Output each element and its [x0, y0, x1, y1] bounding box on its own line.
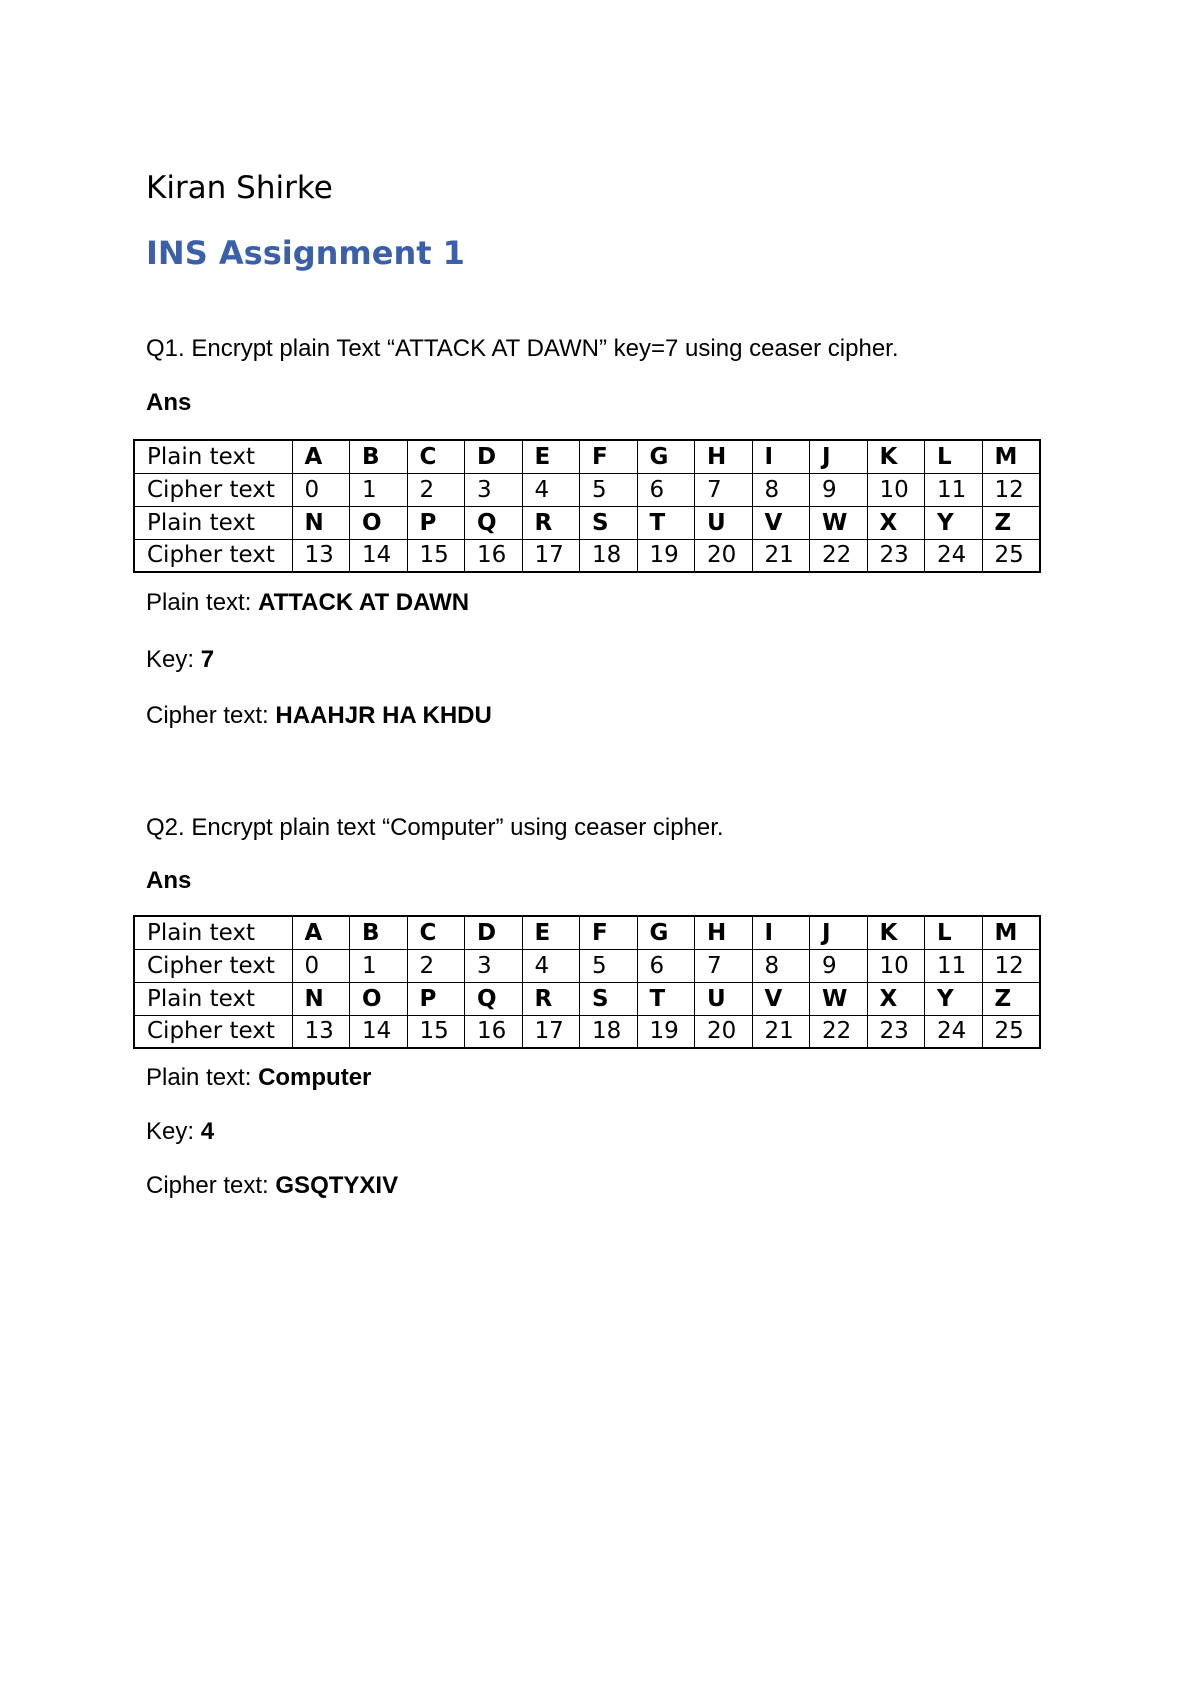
cipher-number-cell: 7 [695, 949, 753, 982]
cipher-number-cell: 16 [465, 1015, 523, 1048]
plain-letter-cell: C [407, 440, 465, 473]
plain-letter-cell: J [810, 440, 868, 473]
plain-letter-cell: C [407, 916, 465, 949]
cipher-text-label: Cipher text: [146, 1172, 276, 1199]
plain-letter-cell: I [752, 916, 810, 949]
question-1-plain-text-line [146, 588, 469, 618]
cipher-number-cell: 17 [522, 1015, 580, 1048]
plain-letter-cell: B [350, 916, 408, 949]
cipher-number-cell: 8 [752, 473, 810, 506]
cipher-number-cell: 16 [465, 539, 523, 572]
cipher-number-cell: 14 [350, 539, 408, 572]
cipher-number-cell: 19 [637, 1015, 695, 1048]
cipher-number-cell: 11 [925, 473, 983, 506]
row-label: Plain text [134, 506, 292, 539]
cipher-number-cell: 15 [407, 1015, 465, 1048]
cipher-number-cell: 7 [695, 473, 753, 506]
plain-letter-cell: Z [982, 982, 1040, 1015]
row-label: Cipher text [134, 473, 292, 506]
plain-letter-cell: U [695, 506, 753, 539]
cipher-number-cell: 5 [580, 949, 638, 982]
plain-letter-cell: T [637, 982, 695, 1015]
table-row [134, 916, 1040, 949]
cipher-number-cell: 4 [522, 949, 580, 982]
cipher-number-cell: 20 [695, 1015, 753, 1048]
plain-letter-cell: D [465, 916, 523, 949]
cipher-text-value: HAAHJR HA KHDU [275, 702, 492, 729]
question-2-key-line [146, 1117, 214, 1147]
table-row [134, 1015, 1040, 1048]
table-row [134, 440, 1040, 473]
row-label: Cipher text [134, 949, 292, 982]
plain-letter-cell: K [867, 916, 925, 949]
author-name: Kiran Shirke [146, 170, 333, 206]
plain-letter-cell: G [637, 440, 695, 473]
cipher-number-cell: 22 [810, 1015, 868, 1048]
row-label: Plain text [134, 982, 292, 1015]
plain-letter-cell: F [580, 440, 638, 473]
key-value: 4 [200, 1118, 215, 1145]
plain-letter-cell: X [867, 982, 925, 1015]
cipher-number-cell: 9 [810, 473, 868, 506]
cipher-number-cell: 23 [867, 1015, 925, 1048]
cipher-text-label: Cipher text: [146, 702, 276, 729]
cipher-number-cell: 14 [350, 1015, 408, 1048]
plain-letter-cell: S [580, 506, 638, 539]
cipher-number-cell: 18 [580, 539, 638, 572]
question-1-answer-label: Ans [146, 389, 192, 416]
question-2-text: Q2. Encrypt plain text “Computer” using ceaser cipher. [146, 814, 724, 841]
table-row [134, 539, 1040, 572]
plain-letter-cell: I [752, 440, 810, 473]
plain-letter-cell: H [695, 916, 753, 949]
cipher-number-cell: 2 [407, 949, 465, 982]
plain-letter-cell: Y [925, 506, 983, 539]
plain-text-value: Computer [258, 1064, 372, 1091]
plain-letter-cell: D [465, 440, 523, 473]
cipher-number-cell: 6 [637, 949, 695, 982]
question-1-key-line [146, 645, 214, 675]
plain-letter-cell: R [522, 506, 580, 539]
plain-letter-cell: E [522, 916, 580, 949]
cipher-number-cell: 24 [925, 539, 983, 572]
row-label: Cipher text [134, 539, 292, 572]
cipher-number-cell: 12 [982, 473, 1040, 506]
cipher-number-cell: 13 [292, 539, 350, 572]
table-row [134, 949, 1040, 982]
plain-letter-cell: V [752, 982, 810, 1015]
plain-letter-cell: B [350, 440, 408, 473]
cipher-number-cell: 15 [407, 539, 465, 572]
cipher-number-cell: 2 [407, 473, 465, 506]
plain-letter-cell: Q [465, 506, 523, 539]
plain-letter-cell: N [292, 506, 350, 539]
plain-letter-cell: Y [925, 982, 983, 1015]
cipher-number-cell: 21 [752, 1015, 810, 1048]
cipher-table-2 [133, 915, 1041, 1049]
cipher-number-cell: 8 [752, 949, 810, 982]
cipher-number-cell: 22 [810, 539, 868, 572]
table-row [134, 982, 1040, 1015]
table-row [134, 506, 1040, 539]
cipher-number-cell: 10 [867, 949, 925, 982]
plain-letter-cell: G [637, 916, 695, 949]
key-label: Key: [146, 646, 201, 673]
cipher-number-cell: 6 [637, 473, 695, 506]
question-1-cipher-text-line [146, 701, 492, 731]
plain-letter-cell: K [867, 440, 925, 473]
plain-letter-cell: L [925, 916, 983, 949]
row-label: Plain text [134, 916, 292, 949]
plain-letter-cell: V [752, 506, 810, 539]
plain-letter-cell: W [810, 982, 868, 1015]
cipher-number-cell: 12 [982, 949, 1040, 982]
question-2-cipher-text-line [146, 1171, 398, 1201]
cipher-number-cell: 17 [522, 539, 580, 572]
cipher-number-cell: 11 [925, 949, 983, 982]
cipher-number-cell: 0 [292, 473, 350, 506]
cipher-number-cell: 23 [867, 539, 925, 572]
cipher-number-cell: 25 [982, 539, 1040, 572]
plain-text-label: Plain text: [146, 589, 259, 616]
plain-text-label: Plain text: [146, 1064, 259, 1091]
plain-letter-cell: N [292, 982, 350, 1015]
plain-letter-cell: U [695, 982, 753, 1015]
plain-letter-cell: R [522, 982, 580, 1015]
plain-letter-cell: X [867, 506, 925, 539]
plain-letter-cell: S [580, 982, 638, 1015]
plain-letter-cell: J [810, 916, 868, 949]
question-2-answer-label: Ans [146, 867, 192, 894]
cipher-number-cell: 5 [580, 473, 638, 506]
cipher-number-cell: 3 [465, 949, 523, 982]
cipher-number-cell: 1 [350, 473, 408, 506]
table-row [134, 473, 1040, 506]
question-1-text: Q1. Encrypt plain Text “ATTACK AT DAWN” key=7 using ceaser cipher. [146, 335, 899, 362]
plain-letter-cell: P [407, 506, 465, 539]
cipher-number-cell: 20 [695, 539, 753, 572]
cipher-number-cell: 24 [925, 1015, 983, 1048]
plain-letter-cell: L [925, 440, 983, 473]
plain-text-value: ATTACK AT DAWN [258, 589, 470, 616]
cipher-number-cell: 3 [465, 473, 523, 506]
question-2-plain-text-line [146, 1063, 371, 1093]
cipher-number-cell: 4 [522, 473, 580, 506]
cipher-number-cell: 10 [867, 473, 925, 506]
cipher-number-cell: 1 [350, 949, 408, 982]
plain-letter-cell: A [292, 440, 350, 473]
cipher-number-cell: 21 [752, 539, 810, 572]
plain-letter-cell: H [695, 440, 753, 473]
plain-letter-cell: T [637, 506, 695, 539]
plain-letter-cell: A [292, 916, 350, 949]
plain-letter-cell: P [407, 982, 465, 1015]
plain-letter-cell: W [810, 506, 868, 539]
cipher-text-value: GSQTYXIV [275, 1172, 399, 1199]
plain-letter-cell: Z [982, 506, 1040, 539]
plain-letter-cell: M [982, 916, 1040, 949]
cipher-number-cell: 13 [292, 1015, 350, 1048]
plain-letter-cell: E [522, 440, 580, 473]
row-label: Plain text [134, 440, 292, 473]
plain-letter-cell: O [350, 506, 408, 539]
cipher-table-1 [133, 439, 1041, 573]
plain-letter-cell: F [580, 916, 638, 949]
key-value: 7 [200, 646, 215, 673]
assignment-title: INS Assignment 1 [146, 234, 465, 272]
key-label: Key: [146, 1118, 201, 1145]
cipher-number-cell: 0 [292, 949, 350, 982]
plain-letter-cell: Q [465, 982, 523, 1015]
plain-letter-cell: M [982, 440, 1040, 473]
cipher-number-cell: 25 [982, 1015, 1040, 1048]
cipher-number-cell: 9 [810, 949, 868, 982]
plain-letter-cell: O [350, 982, 408, 1015]
row-label: Cipher text [134, 1015, 292, 1048]
cipher-number-cell: 18 [580, 1015, 638, 1048]
cipher-number-cell: 19 [637, 539, 695, 572]
